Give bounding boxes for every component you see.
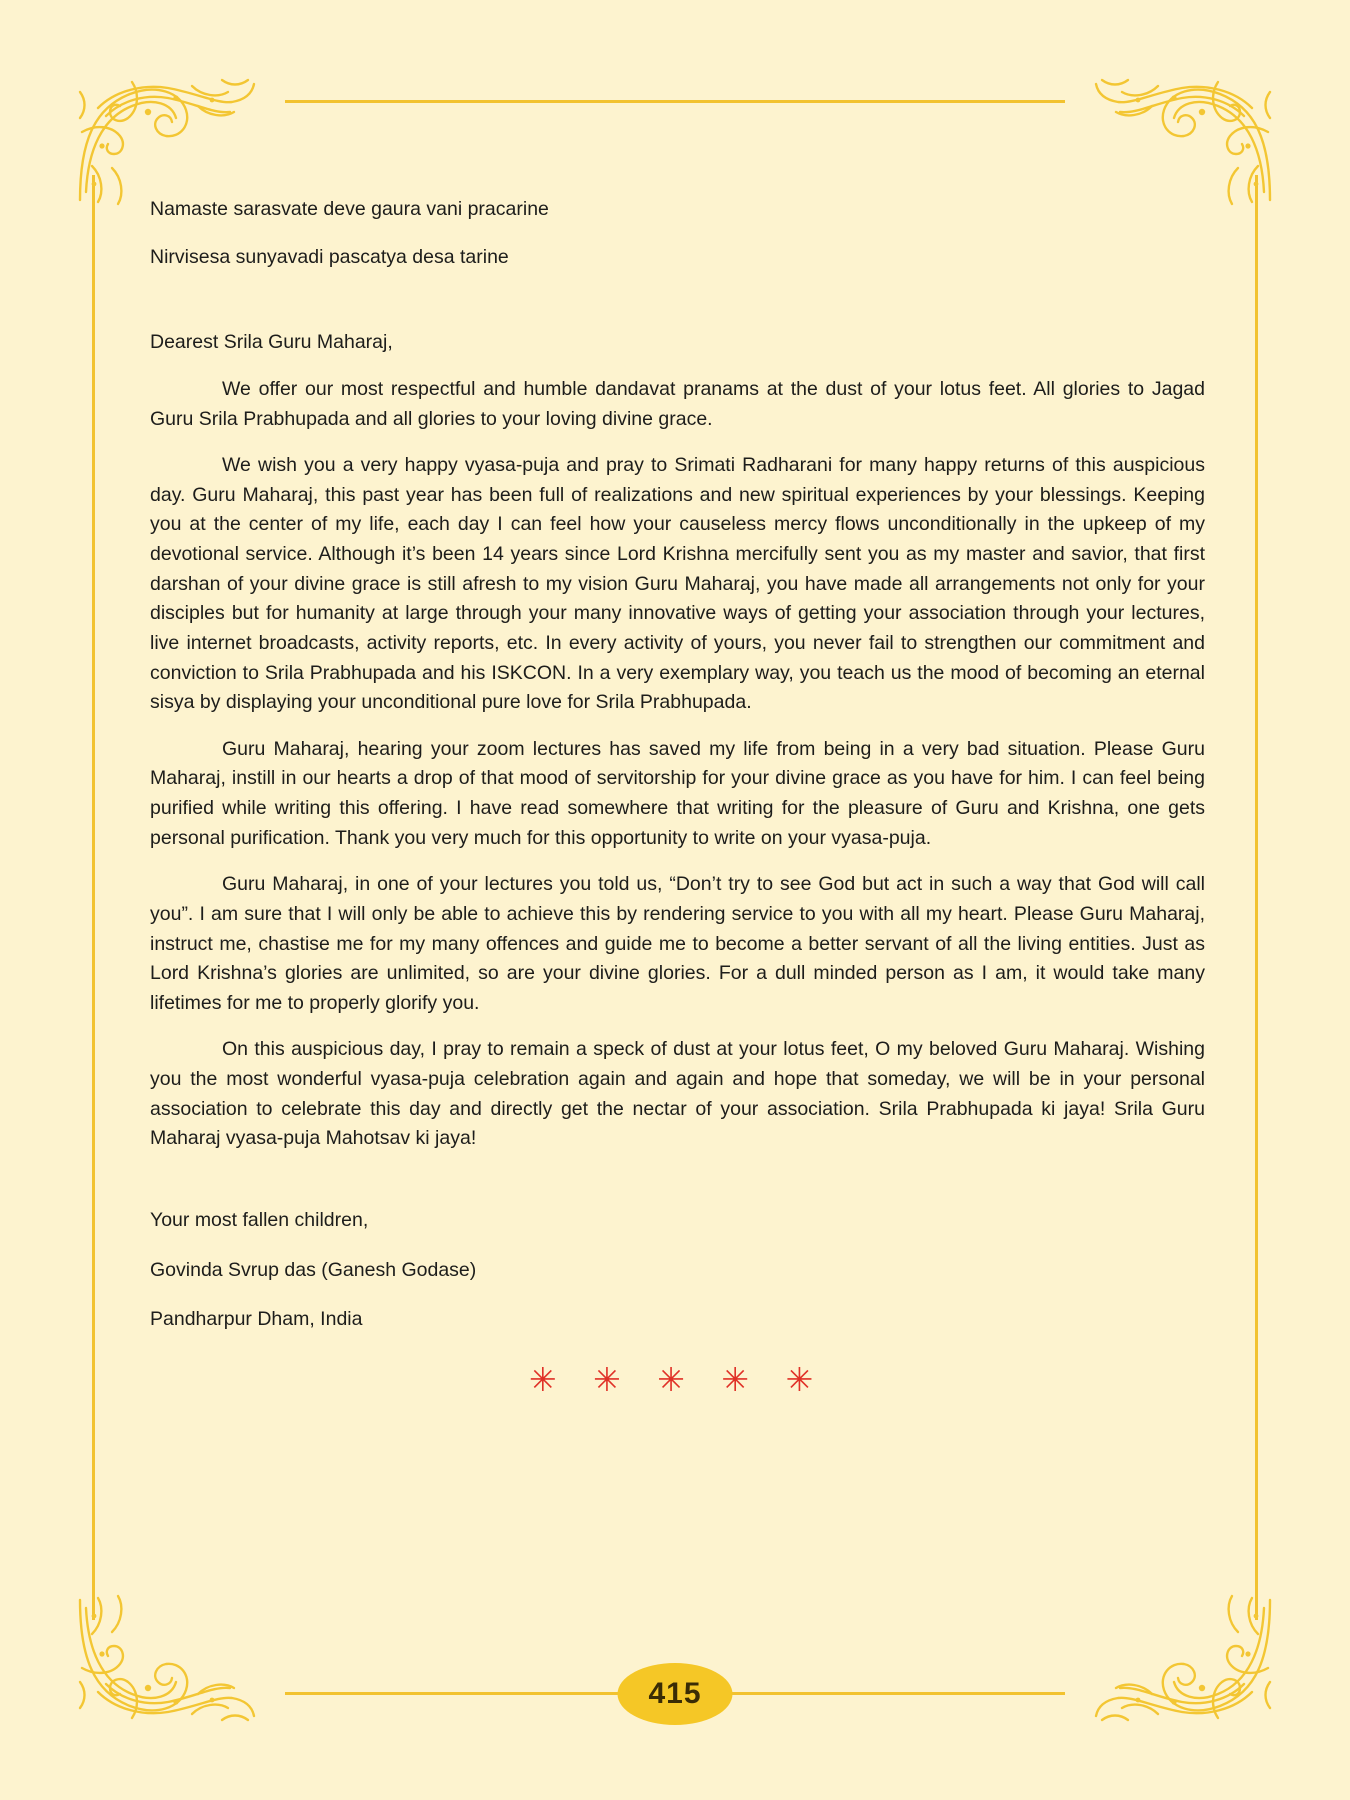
ornament-corner-top-left — [72, 72, 262, 207]
ornament-corner-top-right — [1088, 72, 1278, 207]
paragraph-4: Guru Maharaj, in one of your lectures you told us, “Don’t try to see God but act in such a way that God will call you”. I am sure that I will only be able to achieve this by rendering service to you with all my heart. Please Guru Maharaj, instruct me, chastise me for my many offences and guide me to become a better servant of all the living entities. Just as Lord Krishna’s glories are unlimited, so are your divine glories. For a dull minded person as I am, it would take many lifetimes for me to properly glorify you. — [150, 873, 1205, 1014]
star-divider: ✳ ✳ ✳ ✳ ✳ — [528, 1359, 827, 1399]
salutation: Dearest Srila Guru Maharaj, — [150, 331, 393, 354]
signature-line-2: Govinda Svrup das (Ganesh Godase) — [150, 1258, 477, 1281]
signature-line-1: Your most fallen children, — [150, 1208, 369, 1231]
page-number-badge: 415 — [618, 1663, 733, 1725]
paragraph-1: We offer our most respectful and humble dandavat pranams at the dust of your lotus feet. All glories to Jagad Guru Srila Prabhupada and all glories to your loving divine grace. — [150, 377, 1205, 430]
border-line-top — [285, 100, 1065, 103]
border-line-left — [92, 175, 95, 1620]
signature-line-3: Pandharpur Dham, India — [150, 1308, 363, 1331]
paragraph-2: We wish you a very happy vyasa-puja and pray to Srimati Radharani for many happy returns of this auspicious day. Guru Maharaj, this past year has been full of realizations and new spiritual experiences by your blessings. Keeping you at the center of my life, each day I can feel how your causeless mercy flows unconditionally in the upkeep of my devotional service. Although it’s been 14 years since Lord Krishna mercifully sent you as my master and savior, that first darshan of your divine grace is still afresh to my vision Guru Maharaj, you have made all arrangements not only for your disciples but for humanity at large through your many innovative ways of getting your association through your lectures, live internet broadcasts, activity reports, etc. In every activity of yours, you never fail to strengthen our commitment and conviction to Srila Prabhupada and his ISKCON. In a very exemplary way, you teach us the mood of becoming an eternal sisya by displaying your unconditional pure love for Srila Prabhupada. — [150, 454, 1205, 714]
ornament-corner-bottom-left — [72, 1593, 262, 1728]
letter-body — [150, 195, 1205, 1399]
ornament-corner-bottom-right — [1088, 1593, 1278, 1728]
signature-block — [150, 1206, 1205, 1335]
paragraph-3: Guru Maharaj, hearing your zoom lectures has saved my life from being in a very bad situation. Please Guru Maharaj, instill in our hearts a drop of that mood of servitorship for your divine grace as you have for him. I can feel being purified while writing this offering. I have read somewhere that writing for the pleasure of Guru and Krishna, one gets personal purification. Thank you very much for this opportunity to write on your vyasa-puja. — [150, 737, 1205, 849]
invocation-verse-line-2: Nirvisesa sunyavadi pascatya desa tarine — [150, 245, 509, 268]
border-line-right — [1255, 175, 1258, 1620]
paragraph-5: On this auspicious day, I pray to remain a speck of dust at your lotus feet, O my beloved Guru Maharaj. Wishing you the most wonderful vyasa-puja celebration again and again and hope that someday, we will be in your personal association to celebrate this day and directly get the nectar of your association. Srila Prabhupada ki jaya! Srila Guru Maharaj vyasa-puja Mahotsav ki jaya! — [150, 1038, 1205, 1150]
invocation-verse-line-1: Namaste sarasvate deve gaura vani pracarine — [150, 198, 549, 220]
